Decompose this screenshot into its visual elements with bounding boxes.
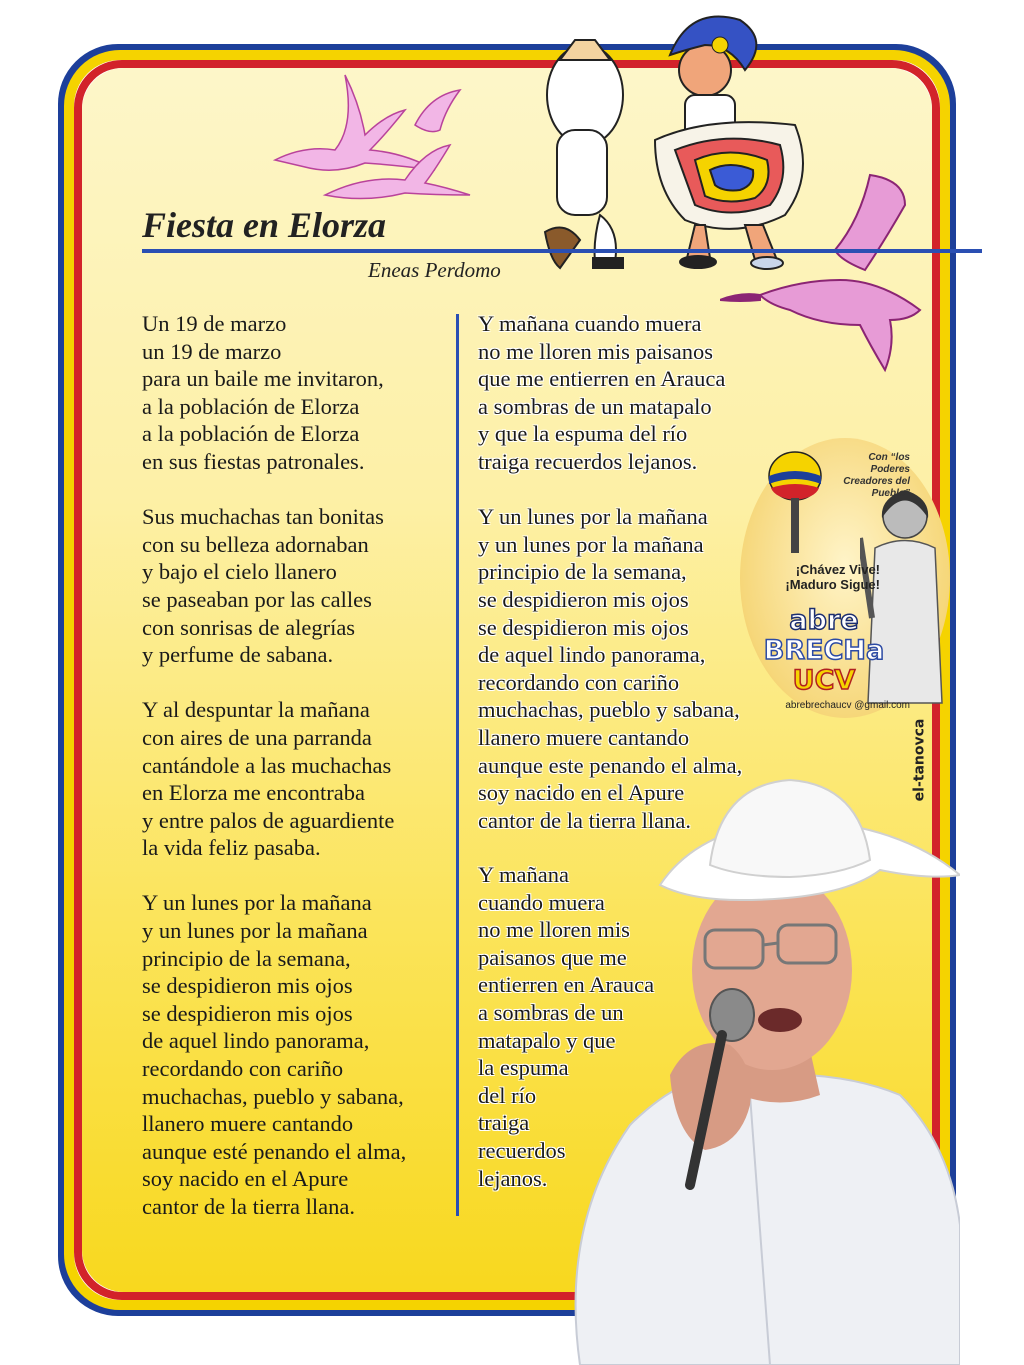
stanza: Y un lunes por la mañana y un lunes por la mañana principio de la semana, se despidieron mis ojos se despidieron mis ojos de aquel lindo panorama, recordando con cariño muchachas, pueblo y sabana, llanero muere cantando aunque este penando el alma, soy nacido en el Apure cantor de la tierra llana.: [478, 504, 743, 833]
poem-title: Fiesta en Elorza: [142, 205, 387, 245]
stanza: Y mañana cuando muera no me lloren mis paisanos que me entierren en Arauca a sombras de un matapalo y que la espuma del río traiga recuerdos lejanos.: [478, 311, 726, 474]
abre-brecha-badge: [740, 438, 950, 718]
logo-line: BRECHa: [763, 635, 885, 666]
badge-slogan: ¡Chávez Vive! ¡Maduro Sigue!: [785, 562, 880, 592]
poem-left-column: [142, 310, 452, 1248]
poem-author: Eneas Perdomo: [368, 258, 501, 282]
abre-brecha-logo: [744, 606, 904, 696]
stanza: Y mañana cuando muera no me lloren mis paisanos que me entierren en Arauca a sombras de un matapalo y que la espuma del río traiga recuerdos lejanos.: [478, 862, 655, 1191]
signature-text: el-tanovca: [911, 718, 928, 802]
pink-birds-illustration: [265, 55, 475, 205]
logo-line: abre: [789, 605, 859, 636]
stanza: Y al despuntar la mañana con aires de una parranda cantándole a las muchachas en Elorza me encontraba y entre palos de aguardiente la vida feliz pasaba.: [142, 697, 395, 861]
stanza: Un 19 de marzo un 19 de marzo para un baile me invitaron, a la población de Elorza a la población de Elorza en sus fiestas patronales.: [142, 311, 384, 474]
title-underline: [142, 249, 982, 253]
singer-photo: [540, 765, 960, 1365]
logo-line: UCV: [792, 665, 856, 696]
badge-quote: Con “los Poderes Creadores del Pueblo”: [843, 452, 910, 499]
stanza: Y un lunes por la mañana y un lunes por la mañana principio de la semana, se despidieron mis ojos se despidieron mis ojos de aquel lindo panorama, recordando con cariño muchachas, pueblo y sabana, llanero muere cantando aunque esté penando el alma, soy nacido en el Apure cantor de la tierra llana.: [142, 890, 407, 1219]
badge-email: abrebrechaucv @gmail.com: [785, 700, 910, 711]
column-divider: [456, 314, 459, 1216]
stanza: Sus muchachas tan bonitas con su belleza adornaban y bajo el cielo llanero se paseaban por las calles con sonrisas de alegrías y perfume de sabana.: [142, 504, 384, 668]
maracas-flag-icon: [755, 448, 835, 558]
